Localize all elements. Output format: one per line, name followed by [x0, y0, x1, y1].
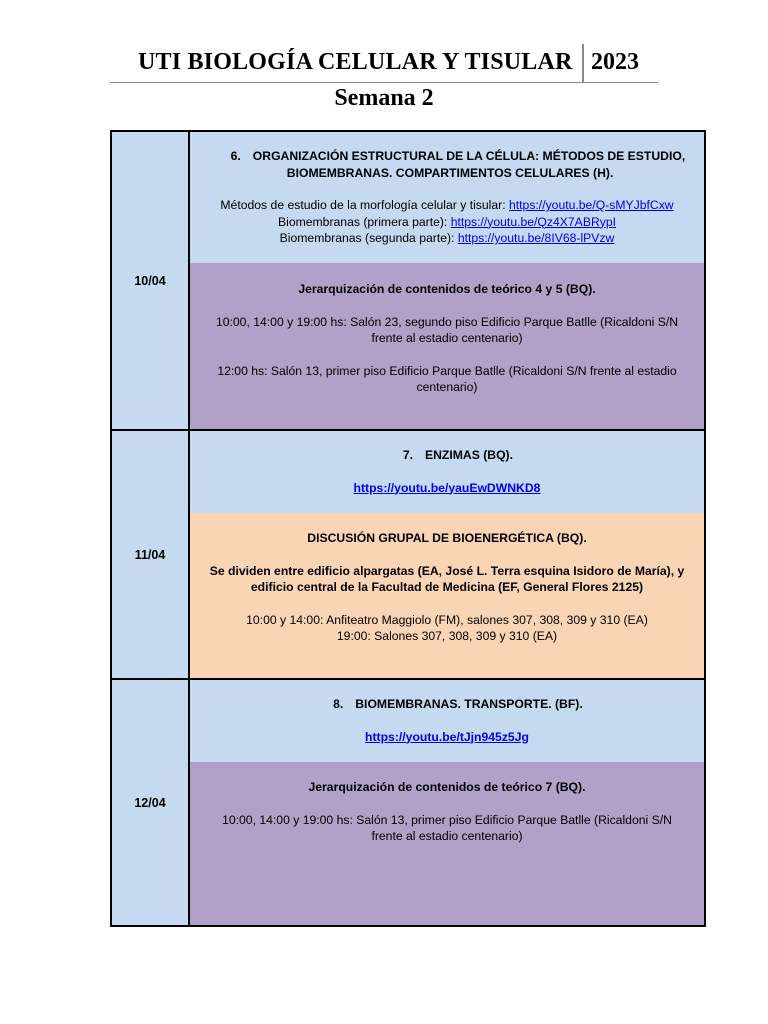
class-title-line: BIOMEMBRANAS. COMPARTIMENTOS CELULARES (H). [286, 165, 614, 180]
schedule-row [112, 132, 704, 429]
activity-title: Jerarquización de contenidos de teórico 7 (BQ). [308, 780, 586, 794]
activity-cell [190, 263, 704, 429]
class-title [190, 447, 704, 464]
class-title-line: ORGANIZACIÓN ESTRUCTURAL DE LA CÉLULA: MÉTODOS DE ESTUDIO, [252, 149, 686, 163]
schedule-row [112, 680, 704, 925]
class-cell [190, 680, 704, 762]
activity-title: Jerarquización de contenidos de teórico 4 y 5 (BQ). [298, 282, 596, 296]
activity-cell [190, 762, 704, 925]
course-year: 2023 [591, 49, 639, 75]
video-link[interactable]: https://youtu.be/tJjn945z5Jg [365, 729, 529, 744]
schedule-row [112, 431, 704, 678]
activity-text: edificio central de la Facultad de Medicina (EF, General Flores 2125) [250, 580, 644, 594]
activity-text: frente al estadio centenario) [371, 331, 523, 345]
video-link[interactable]: https://youtu.be/8IV68-lPVzw [457, 231, 615, 245]
activity-text: centenario) [416, 380, 478, 394]
activity-text: 10:00, 14:00 y 19:00 hs: Salón 13, primer piso Edificio Parque Batlle (Ricaldoni S/N [222, 812, 672, 827]
course-title: UTI BIOLOGÍA CELULAR Y TISULAR [138, 49, 573, 75]
video-link[interactable]: https://youtu.be/Q-sMYJbfCxw [509, 198, 674, 212]
activity-cell [190, 513, 704, 678]
video-link[interactable]: https://youtu.be/yauEwDWNKD8 [353, 480, 541, 495]
video-link-row: Biomembranas (primera parte): https://youtu.be/Qz4X7ABRypI [277, 214, 617, 229]
activity-text: 19:00: Salones 307, 308, 309 y 310 (EA) [336, 629, 558, 643]
class-cell [190, 431, 704, 513]
row-date: 10/04 [112, 132, 190, 429]
class-cell [190, 132, 704, 263]
video-link[interactable]: https://youtu.be/Qz4X7ABRypI [450, 214, 617, 229]
class-title [190, 696, 704, 713]
class-title-line: ENZIMAS (BQ). [424, 448, 513, 462]
activity-text: 12:00 hs: Salón 13, primer piso Edificio Parque Batlle (Ricaldoni S/N frente al estadio [217, 363, 677, 378]
row-date: 11/04 [112, 431, 190, 678]
class-number: 7. [402, 448, 413, 462]
class-number: 8. [333, 697, 344, 711]
header-divider [582, 44, 584, 82]
activity-text: frente al estadio centenario) [371, 829, 523, 843]
video-link-row: Métodos de estudio de la morfología celular y tisular: https://youtu.be/Q-sMYJbfCxw [220, 198, 674, 212]
activity-text: 10:00 y 14:00: Anfiteatro Maggiolo (FM), salones 307, 308, 309 y 310 (EA) [246, 612, 648, 627]
document-header [110, 44, 658, 83]
activity-title: DISCUSIÓN GRUPAL DE BIOENERGÉTICA (BQ). [307, 531, 587, 545]
class-title-line: BIOMEMBRANAS. TRANSPORTE. (BF). [355, 697, 583, 711]
week-title: Semana 2 [334, 85, 434, 111]
schedule-table [110, 130, 706, 927]
row-date: 12/04 [112, 680, 190, 925]
class-number: 6. [230, 149, 241, 163]
activity-text: 10:00, 14:00 y 19:00 hs: Salón 23, segundo piso Edificio Parque Batlle (Ricaldoni S/N [215, 314, 679, 329]
class-title [190, 148, 704, 181]
activity-text: Se dividen entre edificio alpargatas (EA, José L. Terra esquina Isidoro de María), y [209, 563, 685, 578]
video-link-row: Biomembranas (segunda parte): https://youtu.be/8IV68-lPVzw [279, 231, 615, 245]
